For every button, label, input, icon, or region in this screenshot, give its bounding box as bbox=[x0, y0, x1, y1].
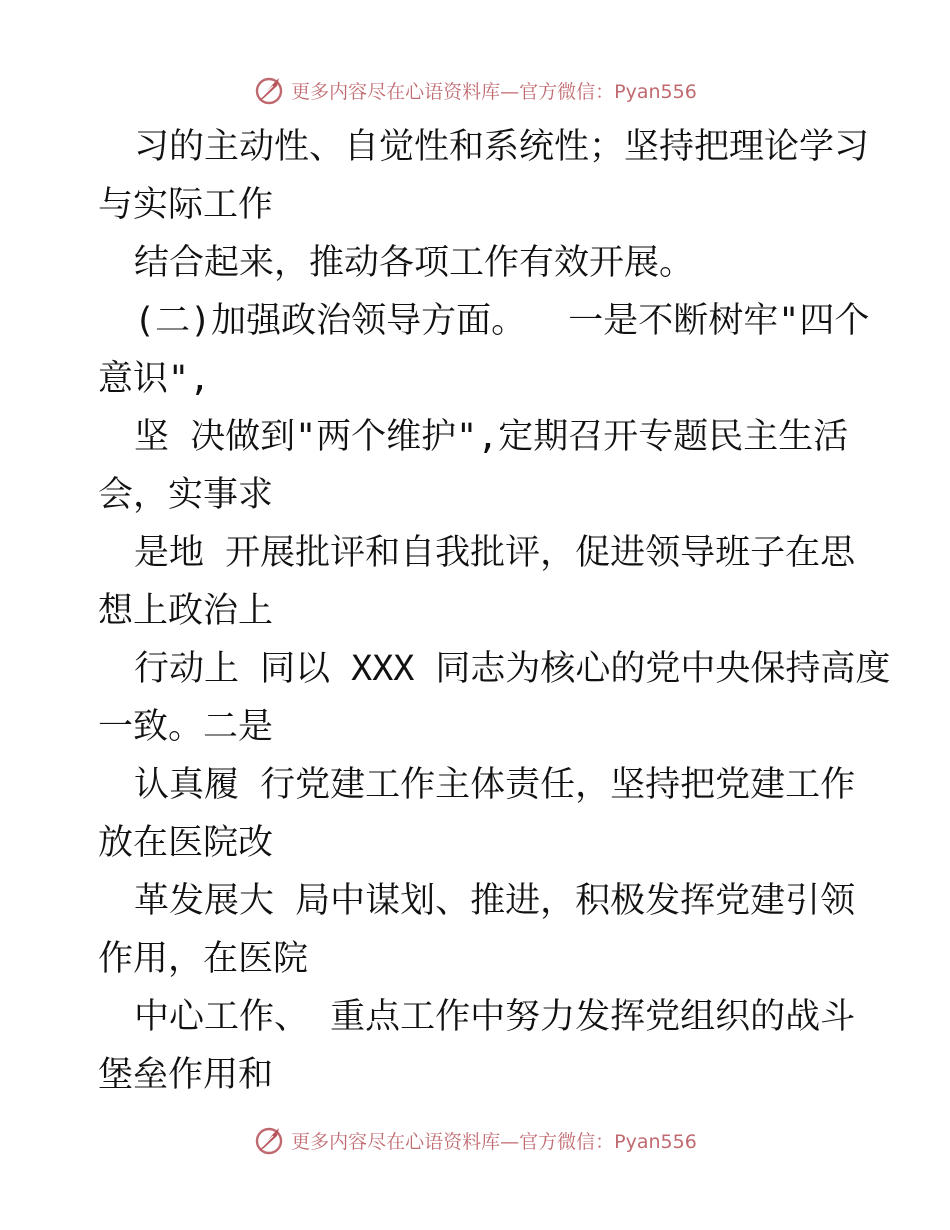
quill-pen-circle-icon bbox=[253, 1124, 285, 1156]
footer-watermark bbox=[0, 1120, 950, 1160]
text-line: 一致。二是 bbox=[98, 707, 274, 747]
text-line: 行动上 同以 XXX 同志为核心的党中央保持高度 bbox=[134, 649, 891, 689]
text-line: 结合起来，推动各项工作有效开展。 bbox=[134, 243, 695, 283]
text-line: 作用，在医院 bbox=[98, 939, 309, 979]
header-watermark bbox=[0, 70, 950, 110]
wechat-id: Pyan556 bbox=[614, 1130, 697, 1153]
text-line: 会，实事求 bbox=[98, 475, 274, 515]
text-line: 认真履 行党建工作主体责任，坚持把党建工作 bbox=[134, 765, 856, 805]
text-line: 是地 开展批评和自我批评，促进领导班子在思 bbox=[134, 533, 856, 573]
text-line: 与实际工作 bbox=[98, 185, 274, 225]
text-line: 放在医院改 bbox=[98, 823, 274, 863]
watermark-text: 更多内容尽在心语资料库—官方微信：Pyan556 bbox=[291, 80, 697, 103]
text-line: 意识", bbox=[98, 359, 211, 399]
document-body bbox=[98, 118, 891, 1104]
text-line: 坚 决做到"两个维护",定期召开专题民主生活 bbox=[134, 417, 849, 457]
wechat-id: Pyan556 bbox=[614, 80, 697, 103]
text-line: 想上政治上 bbox=[98, 591, 274, 631]
watermark-text: 更多内容尽在心语资料库—官方微信：Pyan556 bbox=[291, 1130, 697, 1153]
text-line: 中心工作、 重点工作中努力发挥党组织的战斗 bbox=[134, 997, 856, 1037]
quill-pen-circle-icon bbox=[253, 74, 285, 106]
text-line: 堡垒作用和 bbox=[98, 1055, 274, 1095]
text-line: 习的主动性、自觉性和系统性；坚持把理论学习 bbox=[134, 127, 870, 167]
text-line: (二)加强政治领导方面。 一是不断树牢"四个 bbox=[134, 301, 870, 341]
text-line: 革发展大 局中谋划、推进，积极发挥党建引领 bbox=[134, 881, 856, 921]
